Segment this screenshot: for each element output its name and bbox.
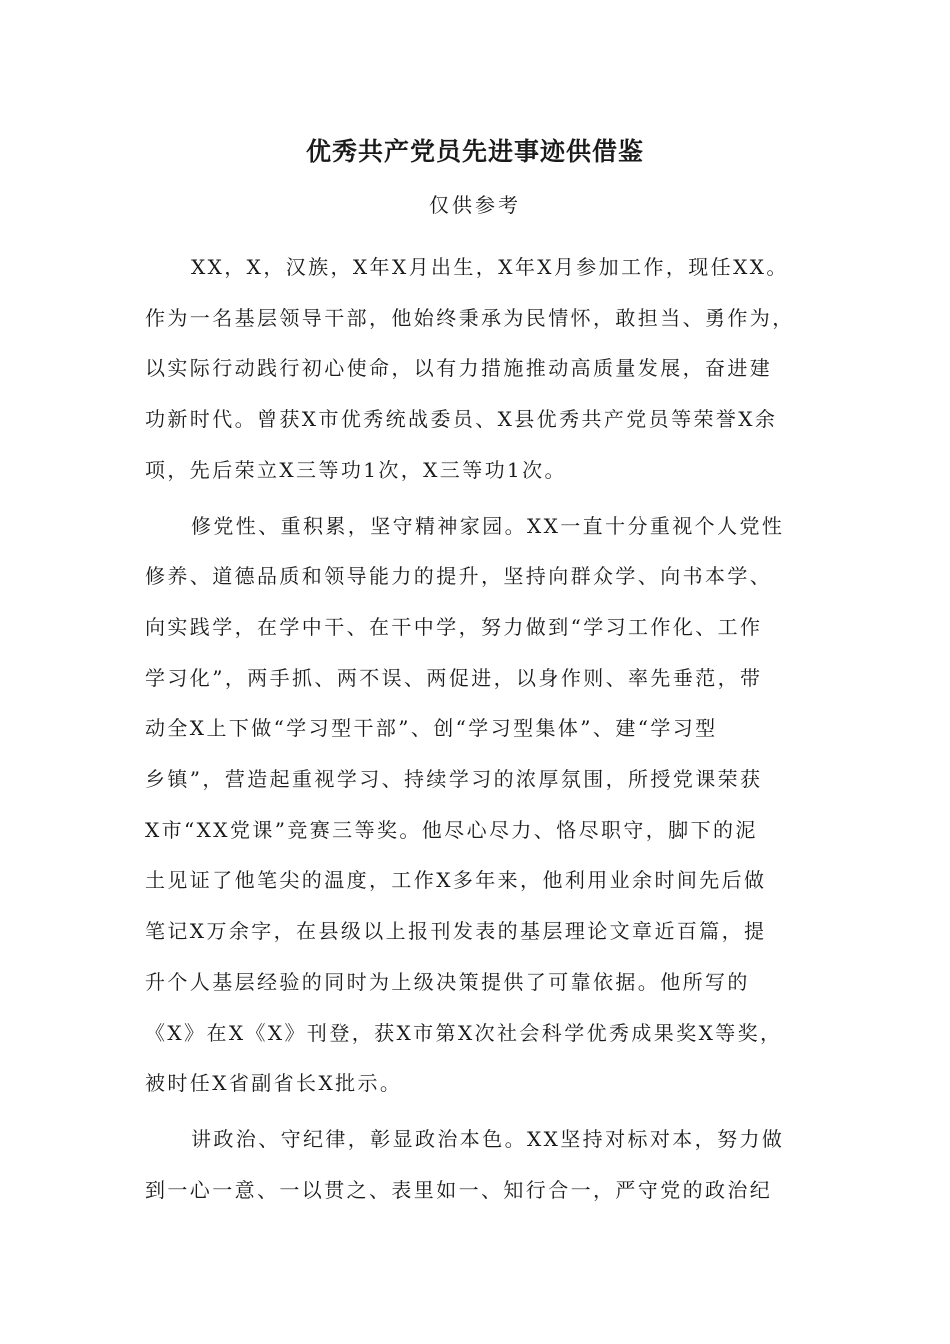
text-line: 《X》在X《X》刊登，获X市第X次社会科学优秀成果奖X等奖，: [145, 1020, 783, 1045]
text-line: XX，X，汉族，X年X月出生，X年X月参加工作，现任XX。: [191, 255, 789, 279]
paragraph-politics: [145, 1114, 805, 1215]
paragraph-intro: [145, 242, 805, 496]
text-line: 以实际行动践行初心使命，以有力措施推动高质量发展，奋进建: [145, 356, 773, 381]
text-line: 到一心一意、一以贯之、表里如一、知行合一，严守党的政治纪: [145, 1177, 773, 1202]
text-line: 土见证了他笔尖的温度，工作X多年来，他利用业余时间先后做: [145, 868, 767, 893]
text-line: 乡镇”，营造起重视学习、持续学习的浓厚氛围，所授党课荣获: [145, 767, 763, 792]
text-line: 项，先后荣立X三等功1次，X三等功1次。: [145, 457, 567, 482]
paragraph-party-spirit: [145, 501, 805, 1109]
text-line: 作为一名基层领导干部，他始终秉承为民情怀，敢担当、勇作为，: [145, 305, 795, 330]
text-line: X市“XX党课”竞赛三等奖。他尽心尽力、恪尽职守，脚下的泥: [145, 817, 758, 842]
text-line: 向实践学，在学中干、在干中学，努力做到“学习工作化、工作: [145, 614, 763, 639]
text-line: 动全X上下做“学习型干部”、创“学习型集体”、建“学习型: [145, 716, 718, 741]
text-line: 功新时代。曾获X市优秀统战委员、X县优秀共产党员等荣誉X余: [145, 407, 778, 432]
text-line: 笔记X万余字，在县级以上报刊发表的基层理论文章近百篇，提: [145, 919, 767, 944]
text-line: 讲政治、守纪律，彰显政治本色。XX坚持对标对本，努力做: [191, 1126, 785, 1151]
text-line: 升个人基层经验的同时为上级决策提供了可靠依据。他所写的: [145, 969, 750, 994]
text-line: 学习化”，两手抓、两不误、两促进，以身作则、率先垂范，带: [145, 665, 763, 690]
text-line: 被时任X省副省长X批示。: [145, 1071, 403, 1096]
text-line: 修养、道德品质和领导能力的提升，坚持向群众学、向书本学、: [145, 564, 773, 589]
document-body: [145, 242, 805, 1215]
document-subtitle: 仅供参考: [429, 193, 521, 217]
text-line: 修党性、重积累，坚守精神家园。XX一直十分重视个人党性: [191, 513, 785, 538]
document-title: 优秀共产党员先进事迹供借鉴: [305, 137, 644, 166]
